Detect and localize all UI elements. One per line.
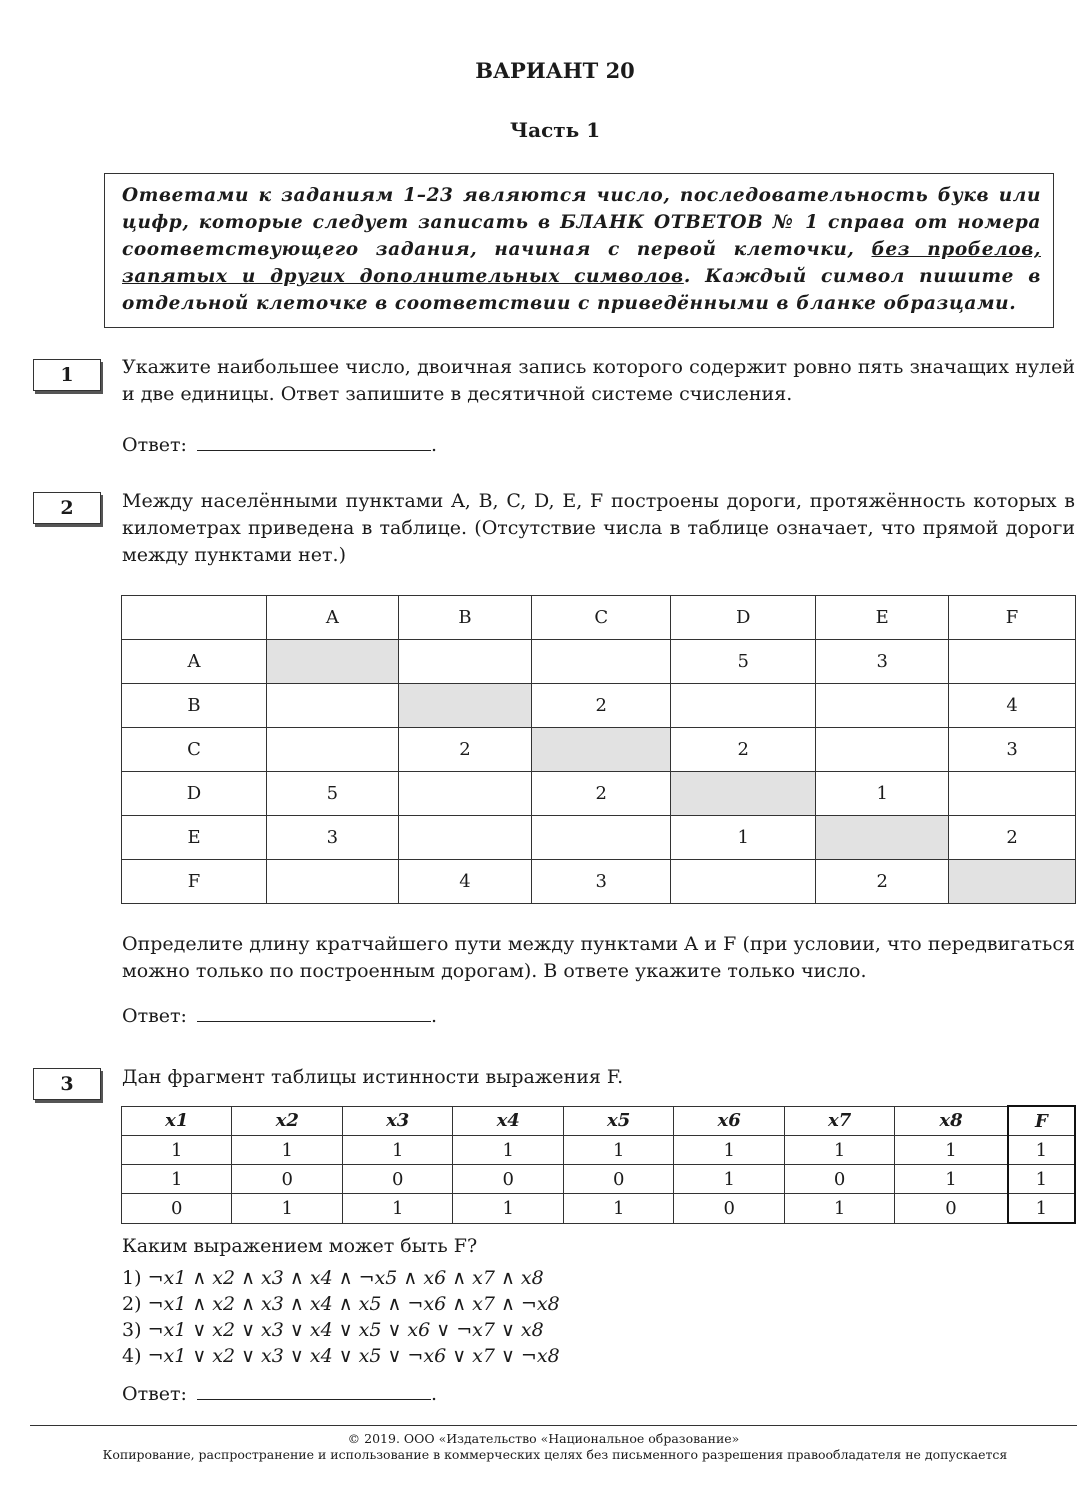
distance-cell xyxy=(398,684,532,728)
row-label-cell: D xyxy=(122,772,267,816)
distance-cell xyxy=(267,728,399,772)
truth-cell: 0 xyxy=(563,1165,673,1194)
distance-cell xyxy=(671,860,816,904)
distance-cell xyxy=(267,860,399,904)
distance-cell xyxy=(671,772,816,816)
distance-cell: 5 xyxy=(267,772,399,816)
table-row xyxy=(122,1194,1076,1224)
truth-cell: 1 xyxy=(232,1136,342,1165)
truth-cell: 1 xyxy=(122,1136,232,1165)
row-label-cell: F xyxy=(122,860,267,904)
copyright: © 2019. ООО «Издательство «Национальное образование» xyxy=(347,1431,740,1446)
table-row xyxy=(122,728,1076,772)
truth-cell: 0 xyxy=(674,1194,784,1224)
task2-answer: Ответ: . xyxy=(122,1005,437,1027)
table-header-row xyxy=(122,1106,1076,1136)
distance-cell: 2 xyxy=(532,772,671,816)
answer-label: Ответ: xyxy=(122,1383,187,1405)
task1-text: Укажите наибольшее число, двоичная запись которого содержит ровно пять значащих нулей и две единицы. Ответ запишите в десятичной системе счисления. xyxy=(122,356,1075,405)
distance-cell: 3 xyxy=(949,728,1076,772)
truth-cell: 1 xyxy=(895,1136,1008,1165)
truth-cell: 1 xyxy=(342,1194,452,1224)
truth-cell: 1 xyxy=(674,1136,784,1165)
truth-cell: 0 xyxy=(342,1165,452,1194)
table-row xyxy=(122,772,1076,816)
distance-cell xyxy=(816,816,949,860)
distance-cell: 4 xyxy=(398,860,532,904)
option-expression: ¬x1 ∧ x2 ∧ x3 ∧ x4 ∧ ¬x5 ∧ x6 ∧ x7 ∧ x8 xyxy=(147,1267,544,1289)
distance-cell xyxy=(267,640,399,684)
truth-table xyxy=(121,1105,1076,1224)
instructions-text-end: . Каждый символ пишите в отдельной клеточке в соответствии с приведёнными в бланке образцами. xyxy=(122,266,1041,314)
distance-cell xyxy=(532,816,671,860)
header-cell: B xyxy=(398,596,532,640)
distance-cell xyxy=(671,684,816,728)
option-number: 1) xyxy=(122,1267,142,1289)
distance-cell xyxy=(398,816,532,860)
distance-cell: 2 xyxy=(816,860,949,904)
task3-question: Каким выражением может быть F? xyxy=(122,1235,478,1257)
header-cell: x5 xyxy=(563,1106,673,1136)
truth-cell: 1 xyxy=(1008,1136,1075,1165)
distance-cell: 1 xyxy=(816,772,949,816)
task3-answer: Ответ: . xyxy=(122,1383,437,1405)
truth-cell: 0 xyxy=(122,1194,232,1224)
distance-cell xyxy=(816,728,949,772)
header-cell: x4 xyxy=(453,1106,563,1136)
header-cell: x7 xyxy=(784,1106,894,1136)
truth-cell: 0 xyxy=(453,1165,563,1194)
truth-cell: 1 xyxy=(784,1136,894,1165)
row-label-cell: A xyxy=(122,640,267,684)
truth-cell: 1 xyxy=(895,1165,1008,1194)
distance-cell: 2 xyxy=(398,728,532,772)
truth-cell: 1 xyxy=(563,1194,673,1224)
distance-cell: 3 xyxy=(267,816,399,860)
header-cell: x6 xyxy=(674,1106,784,1136)
answer-field[interactable] xyxy=(197,1381,431,1400)
table-row xyxy=(122,816,1076,860)
table-row xyxy=(122,1165,1076,1194)
distance-cell: 2 xyxy=(532,684,671,728)
instructions-underlined: без пробелов, запятых и других дополнительных символов xyxy=(122,239,1041,287)
distance-cell: 2 xyxy=(671,728,816,772)
task-number-3: 3 xyxy=(33,1068,101,1100)
header-cell: F xyxy=(1008,1106,1075,1136)
truth-cell: 1 xyxy=(563,1136,673,1165)
answer-options xyxy=(122,1265,560,1369)
instructions-box xyxy=(104,173,1054,328)
distance-table xyxy=(121,595,1076,904)
distance-cell xyxy=(949,772,1076,816)
option-expression: ¬x1 ∨ x2 ∨ x3 ∨ x4 ∨ x5 ∨ ¬x6 ∨ x7 ∨ ¬x8 xyxy=(147,1345,560,1367)
header-cell: A xyxy=(267,596,399,640)
distance-cell: 5 xyxy=(671,640,816,684)
task2-text: Между населёнными пунктами A, B, C, D, E, F построены дороги, протяжённость которых в километрах приведена в таблице. (Отсутствие числа в таблице означает, что прямой дороги между пунктами нет.) xyxy=(122,490,1075,566)
distance-cell: 4 xyxy=(949,684,1076,728)
distance-cell xyxy=(267,684,399,728)
task2-question: Определите длину кратчайшего пути между пунктами A и F (при условии, что передвигаться можно только по построенным дорогам). В ответе укажите только число. xyxy=(122,933,1075,982)
header-cell: x2 xyxy=(232,1106,342,1136)
distance-cell xyxy=(398,640,532,684)
task1-answer: Ответ: . xyxy=(122,434,437,456)
instructions-text: Ответами к заданиям 1–23 являются число, последовательность букв или цифр, которые следует записать в БЛАНК ОТВЕТОВ № 1 справа от номера соответствующего задания, начиная с первой клеточки, xyxy=(122,185,1041,260)
truth-cell: 1 xyxy=(453,1136,563,1165)
table-row xyxy=(122,1136,1076,1165)
distance-cell: 3 xyxy=(532,860,671,904)
truth-cell: 0 xyxy=(895,1194,1008,1224)
distance-cell: 3 xyxy=(816,640,949,684)
task3-text: Дан фрагмент таблицы истинности выражения F. xyxy=(122,1066,624,1088)
header-cell: F xyxy=(949,596,1076,640)
table-row xyxy=(122,860,1076,904)
option-number: 4) xyxy=(122,1345,142,1367)
truth-cell: 1 xyxy=(453,1194,563,1224)
answer-field[interactable] xyxy=(197,1003,431,1022)
option-number: 2) xyxy=(122,1293,142,1315)
header-cell: x1 xyxy=(122,1106,232,1136)
truth-cell: 1 xyxy=(1008,1194,1075,1224)
distance-cell xyxy=(816,684,949,728)
distance-cell xyxy=(532,728,671,772)
answer-label: Ответ: xyxy=(122,1005,187,1027)
header-cell: C xyxy=(532,596,671,640)
table-row xyxy=(122,640,1076,684)
footer-divider xyxy=(30,1425,1077,1426)
header-cell: D xyxy=(671,596,816,640)
task-number-1: 1 xyxy=(33,359,101,391)
row-label-cell: B xyxy=(122,684,267,728)
option-3 xyxy=(122,1317,560,1343)
option-2 xyxy=(122,1291,560,1317)
row-label-cell: C xyxy=(122,728,267,772)
header-cell: x8 xyxy=(895,1106,1008,1136)
copyright-notice: Копирование, распространение и использование в коммерческих целях без письменного разрешения правообладателя не допускается xyxy=(102,1447,1008,1462)
distance-cell xyxy=(532,640,671,684)
option-number: 3) xyxy=(122,1319,142,1341)
task-number-2: 2 xyxy=(33,492,101,524)
truth-cell: 0 xyxy=(784,1165,894,1194)
distance-cell xyxy=(949,860,1076,904)
option-4 xyxy=(122,1343,560,1369)
truth-cell: 1 xyxy=(784,1194,894,1224)
table-header-row xyxy=(122,596,1076,640)
option-expression: ¬x1 ∨ x2 ∨ x3 ∨ x4 ∨ x5 ∨ x6 ∨ ¬x7 ∨ x8 xyxy=(147,1319,544,1341)
header-cell: x3 xyxy=(342,1106,452,1136)
answer-field[interactable] xyxy=(197,432,431,451)
distance-cell: 1 xyxy=(671,816,816,860)
truth-cell: 1 xyxy=(674,1165,784,1194)
variant-title: ВАРИАНТ 20 xyxy=(475,58,635,83)
table-row xyxy=(122,684,1076,728)
distance-cell xyxy=(398,772,532,816)
truth-cell: 1 xyxy=(122,1165,232,1194)
part-title: Часть 1 xyxy=(509,118,601,142)
distance-cell xyxy=(949,640,1076,684)
header-cell: E xyxy=(816,596,949,640)
truth-cell: 0 xyxy=(232,1165,342,1194)
answer-label: Ответ: xyxy=(122,434,187,456)
option-expression: ¬x1 ∧ x2 ∧ x3 ∧ x4 ∧ x5 ∧ ¬x6 ∧ x7 ∧ ¬x8 xyxy=(147,1293,560,1315)
truth-cell: 1 xyxy=(1008,1165,1075,1194)
header-cell xyxy=(122,596,267,640)
truth-cell: 1 xyxy=(232,1194,342,1224)
option-1 xyxy=(122,1265,560,1291)
row-label-cell: E xyxy=(122,816,267,860)
distance-cell: 2 xyxy=(949,816,1076,860)
truth-cell: 1 xyxy=(342,1136,452,1165)
